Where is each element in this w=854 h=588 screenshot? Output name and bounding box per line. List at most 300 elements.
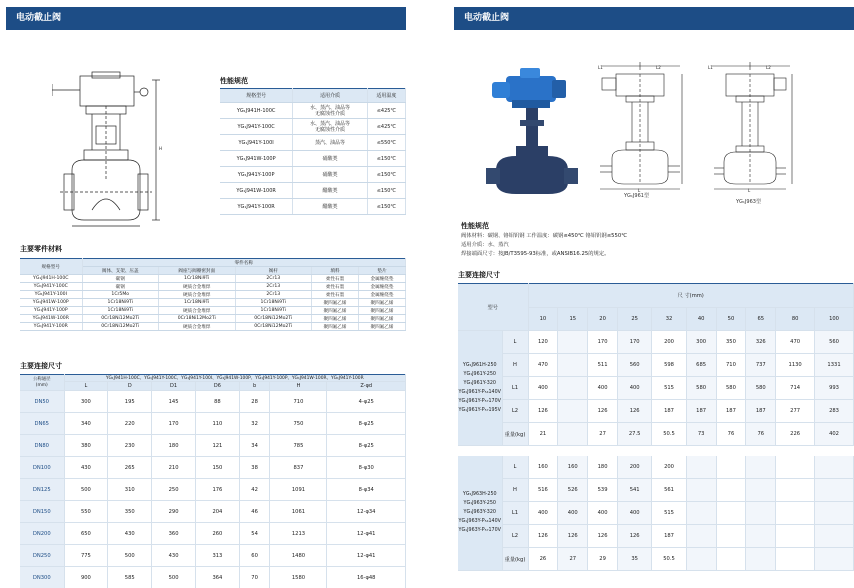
size-cell: 126 bbox=[588, 400, 618, 423]
dim-dn-cell: DN65 bbox=[20, 413, 64, 435]
dim-cell: 88 bbox=[195, 391, 239, 413]
dim-cell: 8-φ30 bbox=[327, 457, 406, 479]
size-cell: 187 bbox=[716, 400, 746, 423]
mat-cell: 硬质合金堆焊 bbox=[159, 291, 236, 299]
dim-cell: 210 bbox=[152, 457, 196, 479]
size-cell: 516 bbox=[528, 479, 558, 502]
dim-cell: 710 bbox=[270, 391, 327, 413]
size-cell: 326 bbox=[746, 331, 776, 354]
size-cell: 27 bbox=[558, 548, 588, 571]
dim-cell: 32 bbox=[239, 413, 270, 435]
dim-cell: 204 bbox=[195, 501, 239, 523]
perf-cell: 硝酸类 bbox=[293, 151, 368, 167]
perf-cell: 醋酸类 bbox=[293, 183, 368, 199]
size-cell bbox=[686, 525, 716, 548]
size-cell: 180 bbox=[588, 456, 618, 479]
dim-cell: 500 bbox=[64, 479, 108, 501]
size-cell bbox=[815, 479, 854, 502]
dim-cell: 180 bbox=[152, 435, 196, 457]
mat-cell: YG₁J941Y-100C bbox=[20, 283, 82, 291]
size-cell: 993 bbox=[815, 377, 854, 400]
svg-text:H: H bbox=[159, 146, 163, 151]
size-cell bbox=[776, 548, 815, 571]
dim-cell: 4-φ25 bbox=[327, 391, 406, 413]
dim-dn-cell: DN100 bbox=[20, 457, 64, 479]
dim-cell: 1091 bbox=[270, 479, 327, 501]
mat-group-header: 零件名称 bbox=[82, 259, 406, 267]
size-cell: 400 bbox=[528, 502, 558, 525]
table-row bbox=[20, 545, 406, 567]
dim-cell: 16-φ48 bbox=[327, 567, 406, 588]
table-row bbox=[20, 435, 406, 457]
svg-text:L: L bbox=[748, 188, 751, 192]
size-cell bbox=[558, 377, 588, 400]
dim-cell: 1580 bbox=[270, 567, 327, 588]
param-label: L2 bbox=[502, 525, 528, 548]
dim-cell: 900 bbox=[64, 567, 108, 588]
dim-cell: 8-φ25 bbox=[327, 435, 406, 457]
size-cell: 73 bbox=[686, 423, 716, 446]
size-cell bbox=[558, 423, 588, 446]
size-cell: 126 bbox=[558, 525, 588, 548]
mat-cell: 聚四氟乙烯 bbox=[312, 299, 359, 307]
size-cell: 27.5 bbox=[617, 423, 651, 446]
dim-cell: 310 bbox=[108, 479, 152, 501]
dn-header-cell: 50 bbox=[716, 308, 746, 331]
group-gap bbox=[458, 446, 854, 456]
size-cell: 400 bbox=[558, 502, 588, 525]
size-cell: 714 bbox=[776, 377, 815, 400]
dim-cell: 12-φ41 bbox=[327, 545, 406, 567]
size-cell: 126 bbox=[528, 400, 558, 423]
mat-cell: 0Cr18Ni12Mo2Ti bbox=[235, 315, 312, 323]
model-list bbox=[458, 456, 502, 571]
size-cell: 350 bbox=[716, 331, 746, 354]
mat-cell: YG₁J941Y-100R bbox=[20, 323, 82, 331]
size-cell: 187 bbox=[652, 400, 686, 423]
dim-cell: 34 bbox=[239, 435, 270, 457]
size-cell: 226 bbox=[776, 423, 815, 446]
table-row bbox=[20, 567, 406, 588]
size-cell: 470 bbox=[528, 354, 558, 377]
size-cell: 29 bbox=[588, 548, 618, 571]
perf-cell: YG₁J941Y-100P bbox=[220, 167, 293, 183]
mat-cell: YG₁J941H-100C bbox=[20, 275, 82, 283]
dim-cell: 1480 bbox=[270, 545, 327, 567]
table-row bbox=[20, 307, 406, 315]
size-cell: 710 bbox=[716, 354, 746, 377]
perf-cell: 醋酸类 bbox=[293, 199, 368, 215]
dn-header-cell: 15 bbox=[558, 308, 588, 331]
table-row bbox=[20, 291, 406, 299]
mat-cell: 硬质合金堆焊 bbox=[159, 323, 236, 331]
dim-cell: 220 bbox=[108, 413, 152, 435]
table-row bbox=[20, 501, 406, 523]
size-cell: 160 bbox=[528, 456, 558, 479]
size-cell bbox=[716, 479, 746, 502]
mat-cell: 聚四氟乙烯 bbox=[312, 315, 359, 323]
size-cell: 580 bbox=[746, 377, 776, 400]
dn-header-cell: 65 bbox=[746, 308, 776, 331]
dim-cell: 145 bbox=[152, 391, 196, 413]
dim-cell: 38 bbox=[239, 457, 270, 479]
param-label: L1 bbox=[502, 502, 528, 525]
size-cell: 1130 bbox=[776, 354, 815, 377]
mat-cell: 1Cr5Mo bbox=[82, 291, 159, 299]
dim-dn-cell: DN80 bbox=[20, 435, 64, 457]
model-name: YG₁J961H-250 bbox=[462, 363, 497, 368]
dim-cell: 1061 bbox=[270, 501, 327, 523]
size-cell bbox=[558, 400, 588, 423]
size-cell bbox=[746, 479, 776, 502]
size-cell: 541 bbox=[617, 479, 651, 502]
right-dim-title: 主要连接尺寸 bbox=[458, 271, 500, 279]
svg-text:L: L bbox=[638, 188, 641, 192]
table-row bbox=[458, 354, 854, 377]
table-row bbox=[458, 479, 854, 502]
dim-cell: 364 bbox=[195, 567, 239, 588]
param-label: H bbox=[502, 479, 528, 502]
table-row bbox=[220, 119, 406, 135]
mat-cell: 聚四氟乙烯 bbox=[358, 315, 405, 323]
perf-header-cell: 规格型号 bbox=[220, 89, 293, 103]
size-cell bbox=[686, 479, 716, 502]
dim-header-cell: b bbox=[239, 382, 270, 391]
mat-cell: 2Cr13 bbox=[235, 291, 312, 299]
dim-dn-cell: DN150 bbox=[20, 501, 64, 523]
table-row bbox=[220, 167, 406, 183]
dim-cell: 500 bbox=[108, 545, 152, 567]
dim-cell: 8-φ25 bbox=[327, 413, 406, 435]
mat-cell: 碳钢 bbox=[82, 275, 159, 283]
dim-header-cell: H bbox=[270, 382, 327, 391]
dim-header-cell: D bbox=[108, 382, 152, 391]
dim-cell: 195 bbox=[108, 391, 152, 413]
mat-cell: 0Cr18Ni12Mo2Ti bbox=[82, 323, 159, 331]
dim-cell: 8-φ34 bbox=[327, 479, 406, 501]
size-cell bbox=[716, 456, 746, 479]
mat-cell: 柔性石墨 bbox=[312, 275, 359, 283]
size-cell: 400 bbox=[528, 377, 558, 400]
model-name: YG₁J963Y-P₅₄140V bbox=[458, 519, 501, 525]
size-cell bbox=[746, 456, 776, 479]
dim-cell: 290 bbox=[152, 501, 196, 523]
table-row bbox=[458, 502, 854, 525]
dim-cell: 121 bbox=[195, 435, 239, 457]
mat-cell: 聚四氟乙烯 bbox=[358, 299, 405, 307]
size-cell: 21 bbox=[528, 423, 558, 446]
right-page-header: 电动截止阀 bbox=[454, 7, 854, 30]
materials-title: 主要零件材料 bbox=[20, 245, 62, 253]
mat-header-cell: 填料 bbox=[312, 267, 359, 275]
perf-cell: ≤150℃ bbox=[367, 199, 405, 215]
dim-cell: 350 bbox=[108, 501, 152, 523]
dim-cell: 340 bbox=[64, 413, 108, 435]
size-cell: 126 bbox=[617, 525, 651, 548]
dim-header-cell: D6 bbox=[195, 382, 239, 391]
perf-cell: ≤150℃ bbox=[367, 167, 405, 183]
dim-cell: 650 bbox=[64, 523, 108, 545]
valve-section-drawing bbox=[52, 70, 164, 230]
size-cell: 76 bbox=[716, 423, 746, 446]
table-row bbox=[220, 103, 406, 119]
dim-dn-cell: DN250 bbox=[20, 545, 64, 567]
size-cell: 580 bbox=[686, 377, 716, 400]
mat-header-cell: 阀体、支架、压盖 bbox=[82, 267, 159, 275]
size-cell: 170 bbox=[617, 331, 651, 354]
size-cell bbox=[746, 502, 776, 525]
model-name: YG₁J961Y-320 bbox=[463, 381, 496, 386]
perf-cell: 水、蒸汽、油品等 无腐蚀性介质 bbox=[293, 119, 368, 135]
mat-header-cell: 阀杆 bbox=[235, 267, 312, 275]
model-name: YG₁J963Y-P₅₇170V bbox=[458, 528, 501, 534]
mat-cell: 聚四氟乙烯 bbox=[358, 307, 405, 315]
dim-cell: 430 bbox=[108, 523, 152, 545]
mat-cell: 金属缠绕垫 bbox=[358, 291, 405, 299]
table-row bbox=[20, 479, 406, 501]
size-cell: 126 bbox=[617, 400, 651, 423]
electric-valve-photo bbox=[486, 60, 584, 200]
perf-cell: 水、蒸汽、油品等 无腐蚀性介质 bbox=[293, 103, 368, 119]
dim-title: 主要连接尺寸 bbox=[20, 362, 62, 370]
dn-header-cell: 32 bbox=[652, 308, 686, 331]
right-perf-line-2: 适用介质：水、蒸汽 bbox=[461, 242, 509, 248]
dim-cell: 60 bbox=[239, 545, 270, 567]
table-row bbox=[458, 400, 854, 423]
size-cell: 511 bbox=[588, 354, 618, 377]
size-cell: 539 bbox=[588, 479, 618, 502]
dim-cell: 150 bbox=[195, 457, 239, 479]
j963-caption: YG₁J963型 bbox=[736, 199, 761, 205]
param-label: H bbox=[502, 354, 528, 377]
mat-cell: 1Cr18Ni9Ti bbox=[159, 275, 236, 283]
gap-cell bbox=[458, 446, 854, 456]
dim-cell: 260 bbox=[195, 523, 239, 545]
size-cell: 26 bbox=[528, 548, 558, 571]
dim-cell: 54 bbox=[239, 523, 270, 545]
table-row bbox=[220, 135, 406, 151]
dim-cell: 380 bbox=[64, 435, 108, 457]
table-row bbox=[458, 525, 854, 548]
svg-text:L2: L2 bbox=[656, 65, 661, 70]
right-perf-spec bbox=[461, 222, 851, 259]
mat-cell: 1Cr18Ni9Ti bbox=[235, 299, 312, 307]
table-row bbox=[458, 456, 854, 479]
dn-header-cell: 10 bbox=[528, 308, 558, 331]
size-cell bbox=[815, 502, 854, 525]
perf-cell: ≤150℃ bbox=[367, 183, 405, 199]
mat-cell: 1Cr18Ni9Ti bbox=[235, 307, 312, 315]
size-cell: 400 bbox=[588, 502, 618, 525]
materials-table bbox=[20, 258, 406, 331]
perf-table bbox=[220, 88, 406, 215]
dim-cell: 750 bbox=[270, 413, 327, 435]
right-perf-title: 性能规范 bbox=[461, 222, 489, 230]
svg-text:L1: L1 bbox=[708, 65, 713, 70]
dim-dn-cell: DN200 bbox=[20, 523, 64, 545]
table-row bbox=[458, 377, 854, 400]
table-row bbox=[20, 391, 406, 413]
param-label: L2 bbox=[502, 400, 528, 423]
dim-cell: 42 bbox=[239, 479, 270, 501]
size-cell: 160 bbox=[558, 456, 588, 479]
table-row bbox=[458, 548, 854, 571]
perf-cell: 蒸汽、油品等 bbox=[293, 135, 368, 151]
mat-header-cell: 垫片 bbox=[358, 267, 405, 275]
dim-corner-header: 公称通径 (mm) bbox=[20, 375, 64, 391]
dim-dn-cell: DN50 bbox=[20, 391, 64, 413]
dim-cell: 300 bbox=[64, 391, 108, 413]
size-cell: 580 bbox=[716, 377, 746, 400]
mat-cell: 金属缠绕垫 bbox=[358, 275, 405, 283]
param-label: L bbox=[502, 456, 528, 479]
dim-cell: 12-φ41 bbox=[327, 523, 406, 545]
dim-dn-cell: DN125 bbox=[20, 479, 64, 501]
table-row bbox=[458, 423, 854, 446]
dn-header-cell: 25 bbox=[617, 308, 651, 331]
table-row bbox=[20, 413, 406, 435]
mat-cell: 聚四氟乙烯 bbox=[312, 307, 359, 315]
size-cell: 76 bbox=[746, 423, 776, 446]
mat-cell: 柔性石墨 bbox=[312, 291, 359, 299]
size-cell: 283 bbox=[815, 400, 854, 423]
perf-cell: ≤425℃ bbox=[367, 119, 405, 135]
size-cell: 200 bbox=[652, 456, 686, 479]
dim-cell: 430 bbox=[64, 457, 108, 479]
perf-cell: ≤150℃ bbox=[367, 151, 405, 167]
table-row bbox=[220, 183, 406, 199]
dim-cell: 360 bbox=[152, 523, 196, 545]
size-cell bbox=[776, 502, 815, 525]
size-cell: 300 bbox=[686, 331, 716, 354]
size-cell bbox=[686, 456, 716, 479]
perf-cell: YG₁J941Y-100R bbox=[220, 199, 293, 215]
size-cell: 400 bbox=[617, 502, 651, 525]
dim-cell: 785 bbox=[270, 435, 327, 457]
size-cell: 126 bbox=[528, 525, 558, 548]
dim-models-header: YG₁J941H-100C、YG₁J941Y-100C、YG₁J941Y-100I、YG₁J941W-100P、YG₁J941Y-100P、YG₁J941W-100R、YG₁J941Y-100R bbox=[64, 375, 406, 382]
size-cell: 35 bbox=[617, 548, 651, 571]
model-name: YG₁J961Y-250 bbox=[463, 372, 496, 377]
size-cell: 200 bbox=[617, 456, 651, 479]
dim-cell: 176 bbox=[195, 479, 239, 501]
dim-cell: 70 bbox=[239, 567, 270, 588]
size-cell bbox=[716, 525, 746, 548]
size-cell bbox=[746, 548, 776, 571]
size-cell: 400 bbox=[588, 377, 618, 400]
mat-cell: 金属缠绕垫 bbox=[358, 283, 405, 291]
dn-header-cell: 100 bbox=[815, 308, 854, 331]
size-cell: 1331 bbox=[815, 354, 854, 377]
perf-cell: 硝酸类 bbox=[293, 167, 368, 183]
size-cell bbox=[716, 548, 746, 571]
j961-caption: YG₁J961型 bbox=[624, 193, 649, 199]
mat-cell: 2Cr13 bbox=[235, 283, 312, 291]
model-name: YG₁J961Y-P₅₇170V bbox=[458, 399, 501, 404]
size-cell bbox=[776, 525, 815, 548]
size-cell bbox=[776, 456, 815, 479]
dim-cell: 837 bbox=[270, 457, 327, 479]
size-cell: 560 bbox=[815, 331, 854, 354]
size-cell: 120 bbox=[528, 331, 558, 354]
size-cell bbox=[776, 479, 815, 502]
right-perf-line-3: 焊接端面尺寸：按JB/T3595-93标准，或ANSIB16.25的规定。 bbox=[461, 251, 610, 257]
perf-cell: YG₁J941W-100R bbox=[220, 183, 293, 199]
size-cell: 50.5 bbox=[652, 423, 686, 446]
table-row bbox=[220, 151, 406, 167]
mat-cell: 硬质合金堆焊 bbox=[159, 307, 236, 315]
size-cell bbox=[686, 502, 716, 525]
dim-dn-cell: DN300 bbox=[20, 567, 64, 588]
model-name: YG₁J963Y-250 bbox=[463, 501, 496, 507]
size-cell: 187 bbox=[686, 400, 716, 423]
right-size-header: 尺 寸(mm) bbox=[528, 284, 854, 308]
mat-cell: 2Cr13 bbox=[235, 275, 312, 283]
perf-cell: YG₁J941W-100P bbox=[220, 151, 293, 167]
mat-cell: YG₁J941W-100R bbox=[20, 315, 82, 323]
table-row bbox=[20, 323, 406, 331]
param-label: L1 bbox=[502, 377, 528, 400]
mat-cell: 0Cr18Ni12Mo2Ti bbox=[235, 323, 312, 331]
param-label: L bbox=[502, 331, 528, 354]
mat-cell: YG₁J941Y-100P bbox=[20, 307, 82, 315]
size-cell bbox=[815, 525, 854, 548]
mat-header-cell: 阀座与阀瓣密封面 bbox=[159, 267, 236, 275]
mat-cell: 1Cr18Ni9Ti bbox=[82, 299, 159, 307]
size-cell: 187 bbox=[652, 525, 686, 548]
mat-cell: 1Cr18Ni9Ti bbox=[82, 307, 159, 315]
size-cell: 402 bbox=[815, 423, 854, 446]
size-cell: 187 bbox=[746, 400, 776, 423]
j963-drawing bbox=[706, 62, 796, 192]
table-row bbox=[220, 199, 406, 215]
mat-cell: 聚四氟乙烯 bbox=[312, 323, 359, 331]
left-page bbox=[0, 0, 412, 588]
mat-cell: 柔性石墨 bbox=[312, 283, 359, 291]
mat-cell: 碳钢 bbox=[82, 283, 159, 291]
perf-cell: YG₁J941Y-100C bbox=[220, 119, 293, 135]
size-cell bbox=[686, 548, 716, 571]
right-perf-line-1: 阀体材料：碳钢、铬钼钒钢 工作温度：碳钢≤450℃ 铬钼钒钢≤550℃ bbox=[461, 233, 628, 239]
left-page-header: 电动截止阀 bbox=[6, 7, 406, 30]
model-name: YG₁J961Y-P₅₇195V bbox=[458, 408, 501, 413]
dim-cell: 110 bbox=[195, 413, 239, 435]
table-row bbox=[20, 523, 406, 545]
model-name: YG₁J963H-250 bbox=[462, 492, 497, 498]
dim-cell: 430 bbox=[152, 545, 196, 567]
size-cell: 515 bbox=[652, 377, 686, 400]
size-cell: 126 bbox=[588, 525, 618, 548]
dim-cell: 585 bbox=[108, 567, 152, 588]
perf-header-cell: 适用介质 bbox=[293, 89, 368, 103]
size-cell: 50.5 bbox=[652, 548, 686, 571]
param-label: 重量(kg) bbox=[502, 548, 528, 571]
dim-cell: 500 bbox=[152, 567, 196, 588]
dim-cell: 265 bbox=[108, 457, 152, 479]
size-cell: 470 bbox=[776, 331, 815, 354]
perf-cell: YG₁J941H-100C bbox=[220, 103, 293, 119]
dim-cell: 230 bbox=[108, 435, 152, 457]
dim-cell: 550 bbox=[64, 501, 108, 523]
size-cell: 400 bbox=[617, 377, 651, 400]
size-cell bbox=[716, 502, 746, 525]
dimensions-table bbox=[20, 374, 406, 588]
param-label: 重量(kg) bbox=[502, 423, 528, 446]
table-row bbox=[20, 315, 406, 323]
model-name: YG₁J961Y-P₅₄140V bbox=[458, 390, 501, 395]
table-row bbox=[20, 299, 406, 307]
dim-cell: 775 bbox=[64, 545, 108, 567]
